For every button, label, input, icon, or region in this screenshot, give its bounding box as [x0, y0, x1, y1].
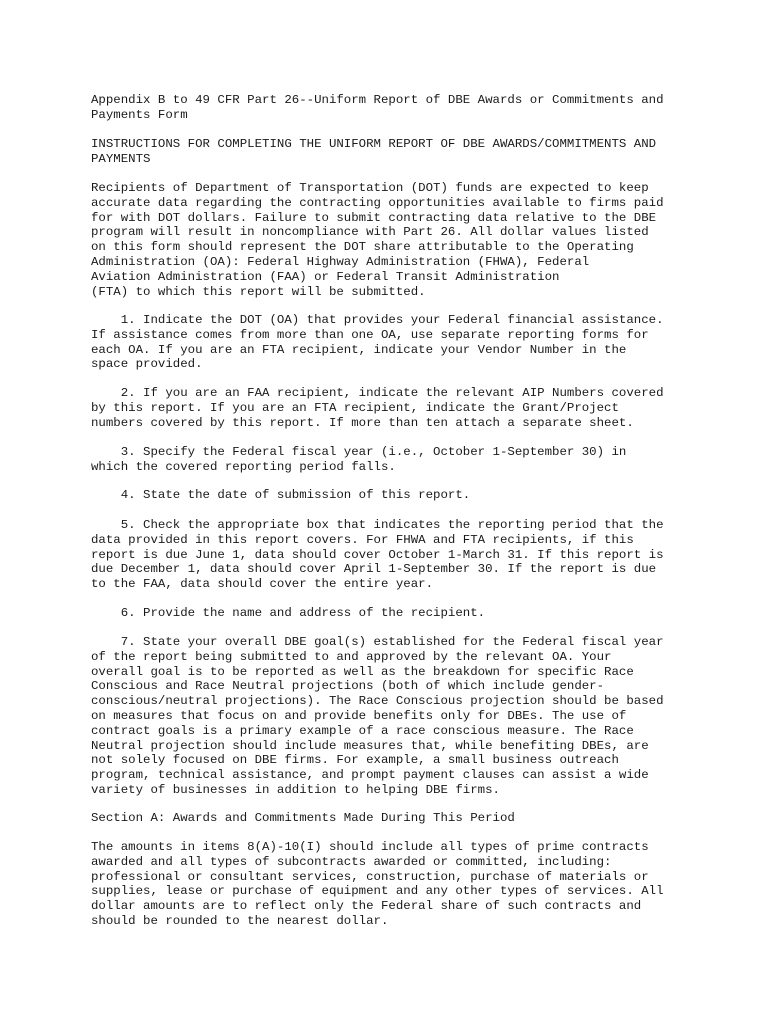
instruction-item-7: 7. State your overall DBE goal(s) established for the Federal fiscal year of the report being submitted to and approved by the relevant OA. Your overall goal is to be reported as well as the breakdown for specific Race Conscious and Race Neutral projections (both of which include gender- conscious/neutral projections). The Race Conscious projection should be based on measures that focus on and provide benefits only for DBEs. The use of contract goals is a primary example of a race conscious measure. The Race Neutral projection should include measures that, while benefiting DBEs, are not solely focused on DBE firms. For example, a small business outreach program, technical assistance, and prompt payment clauses can assist a wide variety of businesses in addition to helping DBE firms. [91, 635, 664, 797]
document-title: Appendix B to 49 CFR Part 26--Uniform Report of DBE Awards or Commitments and Payments Form [91, 93, 664, 122]
intro-paragraph: Recipients of Department of Transportation (DOT) funds are expected to keep accurate data regarding the contracting opportunities available to firms paid for with DOT dollars. Failure to submit contracting data relative to the DBE program will result in noncompliance with Part 26. All dollar values listed on this form should represent the DOT share attributable to the Operating Administration (OA): Federal Highway Administration (FHWA), Federal Aviation Administration (FAA) or Federal Transit Administration (FTA) to which this report will be submitted. [91, 181, 664, 299]
instructions-heading: INSTRUCTIONS FOR COMPLETING THE UNIFORM REPORT OF DBE AWARDS/COMMITMENTS AND PAYMENTS [91, 137, 657, 166]
instruction-item-2: 2. If you are an FAA recipient, indicate the relevant AIP Numbers covered by this report. If you are an FTA recipient, indicate the Grant/Project numbers covered by this report. If more than ten attach a separate sheet. [91, 386, 664, 430]
section-a-heading: Section A: Awards and Commitments Made During This Period [91, 811, 515, 825]
section-a-paragraph: The amounts in items 8(A)-10(I) should include all types of prime contracts awarded and all types of subcontracts awarded or committed, including: professional or consultant services, construction, purchase of materials or supplies, lease or purchase of equipment and any other types of services. All dollar amounts are to reflect only the Federal share of such contracts and should be rounded to the nearest dollar. [91, 840, 664, 928]
instruction-item-1: 1. Indicate the DOT (OA) that provides your Federal financial assistance. If assistance comes from more than one OA, use separate reporting forms for each OA. If you are an FTA recipient, indicate your Vendor Number in the space provided. [91, 313, 664, 372]
instruction-item-5: 5. Check the appropriate box that indicates the reporting period that the data provided in this report covers. For FHWA and FTA recipients, if this report is due June 1, data should cover October 1-March 31. If this report is due December 1, data should cover April 1-September 30. If the report is due to the FAA, data should cover the entire year. [91, 518, 664, 592]
instruction-item-6: 6. Provide the name and address of the recipient. [91, 606, 486, 620]
instruction-item-4: 4. State the date of submission of this report. [91, 488, 471, 502]
instruction-item-3: 3. Specify the Federal fiscal year (i.e., October 1-September 30) in which the covered reporting period falls. [91, 445, 627, 474]
